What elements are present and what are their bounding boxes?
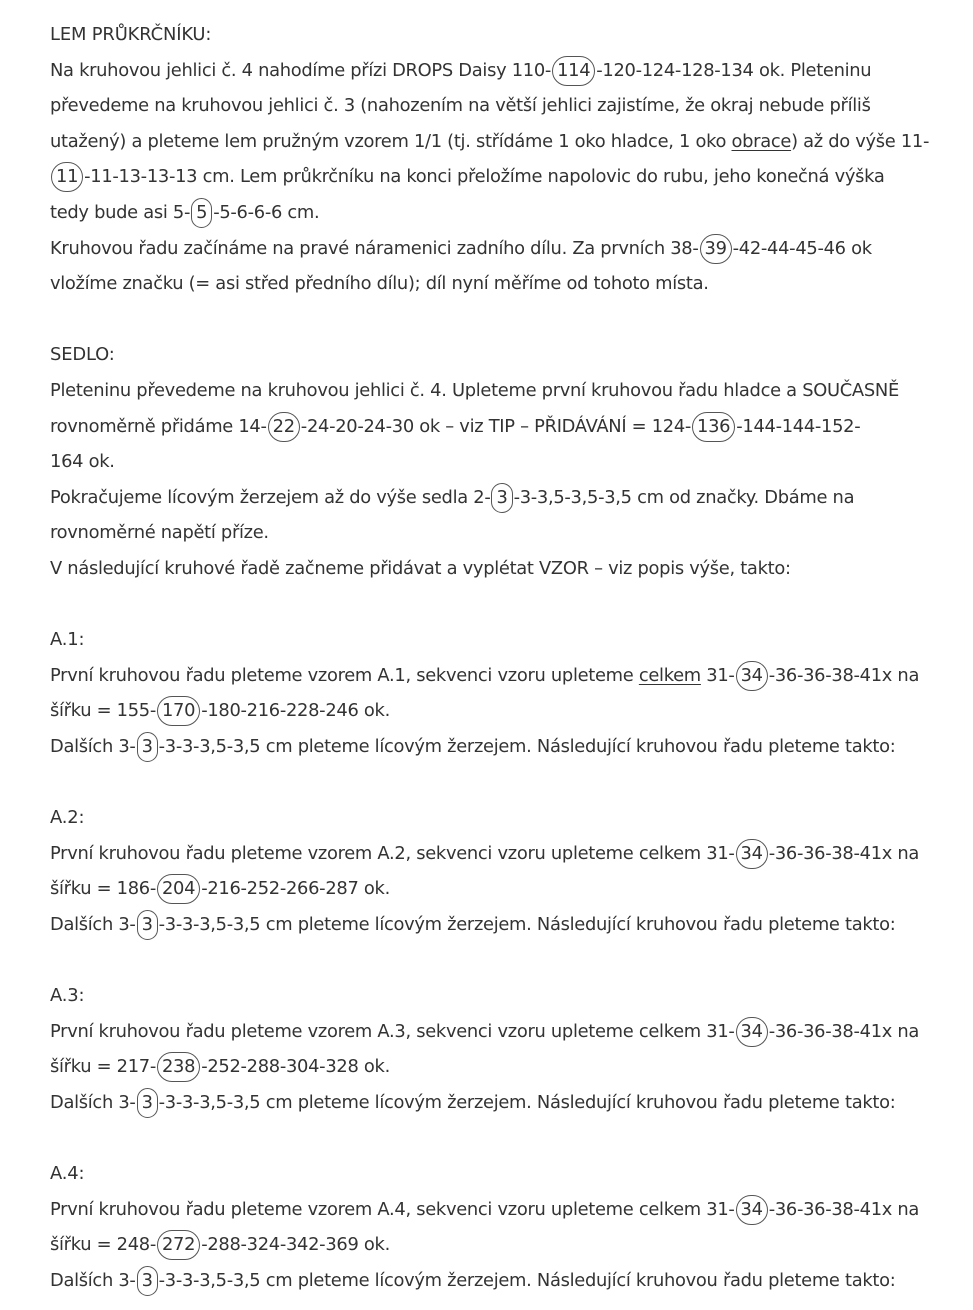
circled-size-value: 3 <box>137 732 158 762</box>
text-segment: -144-144-152- <box>736 415 861 437</box>
text-line <box>50 515 970 551</box>
text-line <box>50 266 970 302</box>
text-segment: První kruhovou řadu pleteme vzorem A.2, sekvenci vzoru upleteme celkem 31- <box>50 842 735 864</box>
text-segment: -36-36-38-41x na <box>768 842 920 864</box>
text-line <box>50 1263 970 1299</box>
glossary-link[interactable]: obrace <box>731 130 792 152</box>
section-spacer <box>50 942 970 978</box>
section-heading: A.2: <box>50 807 85 829</box>
text-segment: -180-216-228-246 ok. <box>201 700 390 722</box>
text-segment: Pleteninu převedeme na kruhovou jehlici č. 4. Upleteme první kruhovou řadu hladce a SOUČASNĚ <box>50 379 899 401</box>
text-segment: Kruhovou řadu začínáme na pravé náramenici zadního dílu. Za prvních 38- <box>50 237 699 259</box>
text-segment: tedy bude asi 5- <box>50 201 191 223</box>
circled-size-value: 34 <box>736 1017 768 1047</box>
text-segment: -11-13-13-13 cm. Lem průkrčníku na konci přeložíme napolovic do rubu, jeho konečná výška <box>84 166 885 188</box>
circled-size-value: 11 <box>51 162 83 192</box>
text-line <box>50 195 970 231</box>
circled-size-value: 34 <box>736 1195 768 1225</box>
circled-size-value: 238 <box>157 1052 200 1082</box>
text-line <box>50 1014 970 1050</box>
text-line <box>50 907 970 943</box>
text-segment: šířku = 248- <box>50 1234 156 1256</box>
text-segment: šířku = 217- <box>50 1056 156 1078</box>
circled-size-value: 34 <box>736 839 768 869</box>
text-line <box>50 409 970 445</box>
text-line <box>50 159 970 195</box>
section-heading: A.3: <box>50 985 85 1007</box>
circled-size-value: 39 <box>700 234 732 264</box>
text-segment: -36-36-38-41x na <box>768 1020 920 1042</box>
text-line <box>50 1085 970 1121</box>
text-line <box>50 729 970 765</box>
text-segment: rovnoměrně přidáme 14- <box>50 415 267 437</box>
text-segment: -252-288-304-328 ok. <box>201 1056 390 1078</box>
text-line <box>50 1227 970 1263</box>
circled-size-value: 3 <box>137 910 158 940</box>
text-segment: vložíme značku (= asi střed předního dílu); díl nyní měříme od tohoto místa. <box>50 273 709 295</box>
text-line <box>50 444 970 480</box>
text-segment: -42-44-45-46 ok <box>732 237 872 259</box>
text-segment: rovnoměrné napětí příze. <box>50 522 269 544</box>
text-segment: -5-6-6-6 cm. <box>213 201 320 223</box>
text-line <box>50 871 970 907</box>
text-segment: -3-3-3,5-3,5 cm pleteme lícovým žerzejem. Následující kruhovou řadu pleteme takto: <box>158 735 896 757</box>
text-line <box>50 124 970 160</box>
text-line <box>50 693 970 729</box>
text-segment: První kruhovou řadu pleteme vzorem A.1, sekvenci vzoru upleteme <box>50 664 639 686</box>
circled-size-value: 204 <box>157 874 200 904</box>
text-segment: Dalších 3- <box>50 913 136 935</box>
circled-size-value: 3 <box>491 483 512 513</box>
text-segment: V následující kruhové řadě začneme přidávat a vyplétat VZOR – viz popis výše, takto: <box>50 557 791 579</box>
text-segment: Dalších 3- <box>50 1091 136 1113</box>
text-line <box>50 231 970 267</box>
circled-size-value: 3 <box>137 1266 158 1296</box>
circled-size-value: 114 <box>552 56 595 86</box>
text-segment: utažený) a pleteme lem pružným vzorem 1/1 (tj. střídáme 1 oko hladce, 1 oko <box>50 130 732 152</box>
circled-size-value: 136 <box>692 412 735 442</box>
text-segment: šířku = 186- <box>50 878 156 900</box>
text-line <box>50 836 970 872</box>
section-spacer <box>50 764 970 800</box>
glossary-link[interactable]: celkem <box>638 664 701 686</box>
text-line <box>50 551 970 587</box>
text-segment: šířku = 155- <box>50 700 156 722</box>
text-segment: Pokračujeme lícovým žerzejem až do výše sedla 2- <box>50 486 491 508</box>
text-segment: převedeme na kruhovou jehlici č. 3 (nahozením na větší jehlici zajistíme, že okraj nebude příliš <box>50 95 871 117</box>
text-segment: První kruhovou řadu pleteme vzorem A.3, sekvenci vzoru upleteme celkem 31- <box>50 1020 735 1042</box>
pattern-document <box>50 17 970 1298</box>
text-segment: -36-36-38-41x na <box>768 1198 920 1220</box>
text-segment: -24-20-24-30 ok – viz TIP – PŘIDÁVÁNÍ = 124- <box>300 415 692 437</box>
text-segment: -288-324-342-369 ok. <box>201 1234 390 1256</box>
text-segment: ) až do výše 11- <box>791 130 930 152</box>
text-line <box>50 373 970 409</box>
text-line <box>50 1192 970 1228</box>
text-segment: Na kruhovou jehlici č. 4 nahodíme přízi DROPS Daisy 110- <box>50 59 552 81</box>
text-line <box>50 1049 970 1085</box>
circled-size-value: 34 <box>736 661 768 691</box>
text-segment: -3-3-3,5-3,5 cm pleteme lícovým žerzejem. Následující kruhovou řadu pleteme takto: <box>158 913 896 935</box>
circled-size-value: 22 <box>268 412 300 442</box>
circled-size-value: 3 <box>137 1088 158 1118</box>
text-segment: 164 ok. <box>50 451 115 473</box>
text-segment: -36-36-38-41x na <box>768 664 920 686</box>
text-line <box>50 88 970 124</box>
text-segment: Dalších 3- <box>50 1269 136 1291</box>
circled-size-value: 5 <box>191 198 212 228</box>
text-segment: -3-3-3,5-3,5 cm pleteme lícovým žerzejem. Následující kruhovou řadu pleteme takto: <box>158 1269 896 1291</box>
section-spacer <box>50 1120 970 1156</box>
text-line <box>50 480 970 516</box>
text-segment: 31- <box>700 664 735 686</box>
section-heading: A.4: <box>50 1163 85 1184</box>
circled-size-value: 170 <box>157 696 200 726</box>
section-spacer <box>50 302 970 338</box>
text-segment: Dalších 3- <box>50 735 136 757</box>
text-segment: -3-3,5-3,5-3,5 cm od značky. Dbáme na <box>513 486 855 508</box>
text-segment: -216-252-266-287 ok. <box>201 878 390 900</box>
section-heading: SEDLO: <box>50 344 115 366</box>
section-heading: A.1: <box>50 629 85 651</box>
section-spacer <box>50 587 970 623</box>
text-segment: -120-124-128-134 ok. Pleteninu <box>596 59 872 81</box>
text-segment: První kruhovou řadu pleteme vzorem A.4, sekvenci vzoru upleteme celkem 31- <box>50 1198 735 1220</box>
circled-size-value: 272 <box>157 1230 200 1260</box>
text-line <box>50 53 970 89</box>
section-heading: LEM PRŮKRČNÍKU: <box>50 24 212 45</box>
text-segment: -3-3-3,5-3,5 cm pleteme lícovým žerzejem. Následující kruhovou řadu pleteme takto: <box>158 1091 896 1113</box>
text-line <box>50 658 970 694</box>
